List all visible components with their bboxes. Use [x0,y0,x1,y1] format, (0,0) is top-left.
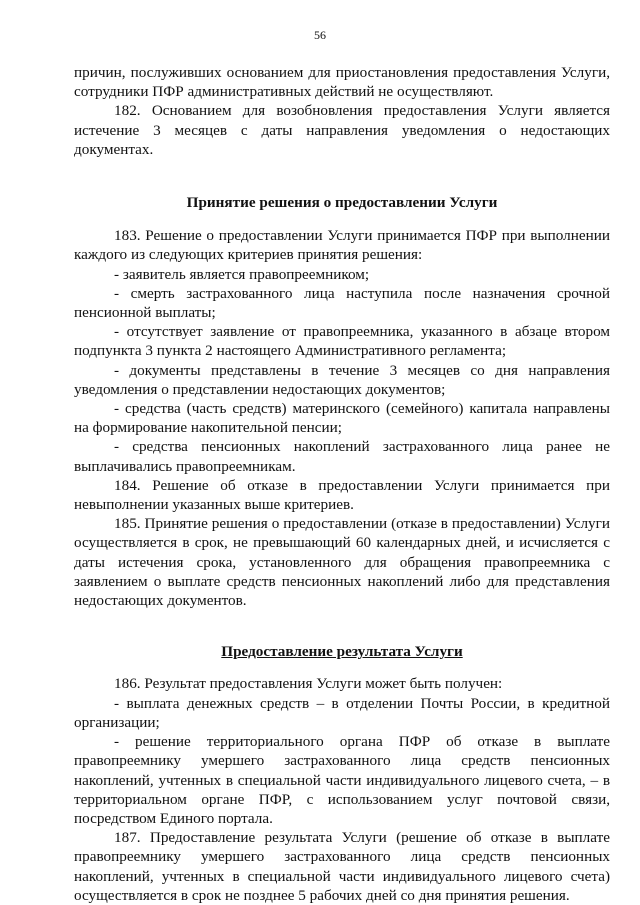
paragraph-187: 187. Предоставление результата Услуги (решение об отказе в выплате правопреемнику умершего застрахованного лица средств пенсионных накоплений, учтенных в специальной части индивидуального лицевого счета) осуществляется в срок не позднее 5 рабочих дней со дня принятия решения. [74,829,610,904]
paragraph-186: 186. Результат предоставления Услуги может быть получен: [114,675,503,693]
criterion-item: - смерть застрахованного лица наступила после назначения срочной пенсионной выплаты; [74,284,610,322]
result-item: - выплата денежных средств – в отделении Почты России, в кредитной организации; [74,694,610,731]
result-item: - решение территориального органа ПФР об отказе в выплате правопреемнику умершего застрахованного лица средств пенсионных накоплений, учтенных в специальной части индивидуального лицевого счета, – в территориальном органе ПФР, с использованием услуг почтовой связи, посредством Единого портала. [74,733,610,827]
paragraph-184: 184. Решение об отказе в предоставлении Услуги принимается при невыполнении указанных выше критериев. [74,476,610,514]
criterion-item: - заявитель является правопреемником; [114,265,370,283]
page-number: 56 [314,28,326,42]
paragraph-continuation: причин, послуживших основанием для приостановления предоставления Услуги, сотрудники ПФР административных действий не осуществляют. [74,64,610,101]
paragraph-185: 185. Принятие решения о предоставлении (отказе в предоставлении) Услуги осуществляется в срок, не превышающий 60 календарных дней, и исчисляется с даты истечения срока, установленного для обращения правопреемника с заявлением о выплате средств пенсионных накоплений либо для представления недостающих документов. [74,515,610,610]
criterion-item: - отсутствует заявление от правопреемника, указанного в абзаце втором подпункта 3 пункта 2 настоящего Административного регламента; [74,323,610,360]
paragraph-183: 183. Решение о предоставлении Услуги принимается ПФР при выполнении каждого из следующих критериев принятия решения: [74,227,610,264]
criterion-item: - средства (часть средств) материнского (семейного) капитала направлены на формирование накопительной пенсии; [74,400,610,437]
paragraph-182: 182. Основанием для возобновления предоставления Услуги является истечение 3 месяцев с даты направления уведомления о недостающих документах. [74,102,610,158]
page-content [74,63,610,905]
criterion-item: - документы представлены в течение 3 месяцев со дня направления уведомления о представлении недостающих документов; [74,361,610,398]
section-heading-result: Предоставление результата Услуги [221,643,463,661]
section-heading-decision: Принятие решения о предоставлении Услуги [186,194,498,212]
criterion-item: - средства пенсионных накоплений застрахованного лица ранее не выплачивались правопреемникам. [74,438,610,475]
